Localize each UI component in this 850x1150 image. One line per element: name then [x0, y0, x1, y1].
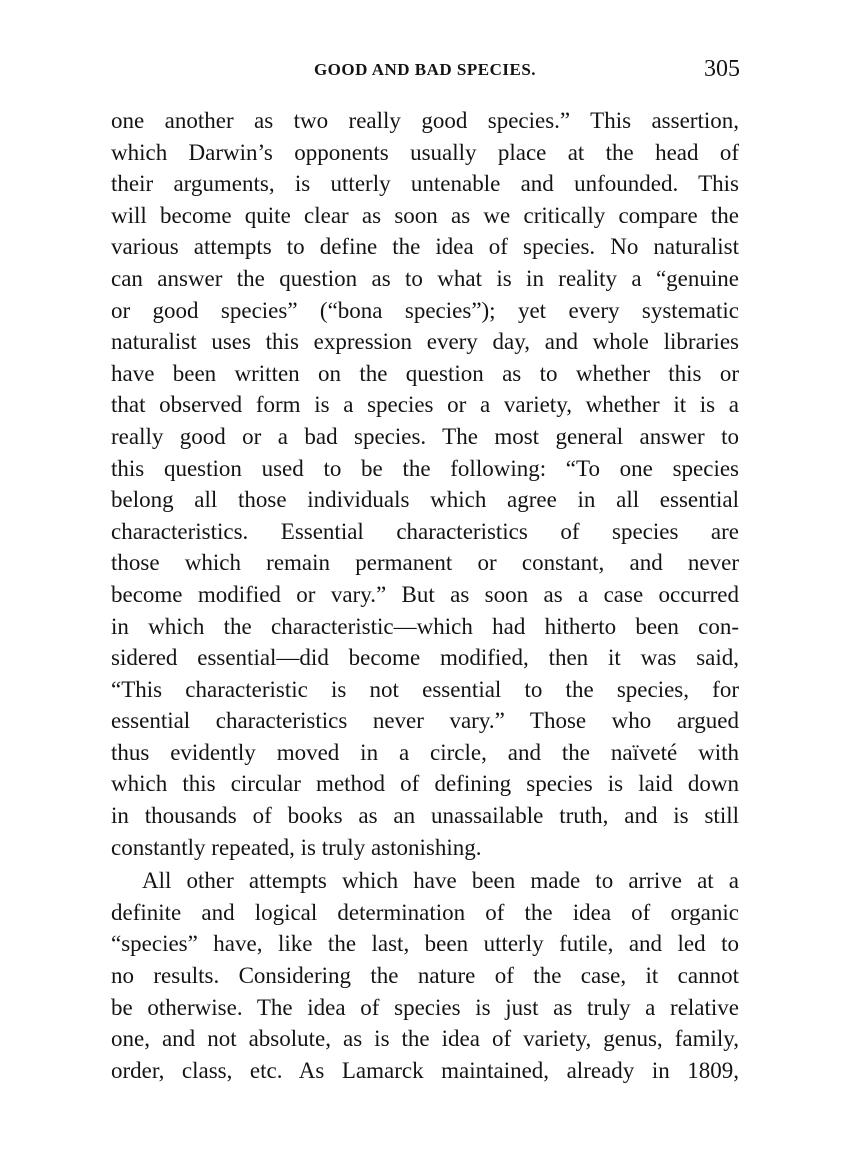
text-line: various attempts to define the idea of species. No naturalist: [111, 234, 739, 260]
text-line: their arguments, is utterly untenable and unfounded. This: [111, 171, 739, 197]
running-head: [110, 56, 740, 90]
text-line: or good species” (“bona species”); yet every systematic: [111, 297, 739, 323]
text-line: really good or a bad species. The most general answer to: [111, 423, 739, 449]
running-title: GOOD AND BAD SPECIES.: [313, 60, 537, 79]
text-line: definite and logical determination of the idea of organic: [111, 899, 739, 925]
text-line: which Darwin’s opponents usually place at the head of: [111, 139, 739, 165]
paragraph-1: [111, 105, 739, 863]
text-line: naturalist uses this expression every day, and whole libraries: [111, 329, 739, 355]
text-line: can answer the question as to what is in reality a “genuine: [111, 265, 739, 291]
text-line: no results. Considering the nature of the case, it cannot: [111, 963, 739, 989]
text-line: constantly repeated, is truly astonishing.: [111, 834, 482, 860]
text-line: that observed form is a species or a variety, whether it is a: [111, 392, 739, 418]
text-line: one, and not absolute, as is the idea of variety, genus, family,: [111, 1026, 739, 1052]
text-line: All other attempts which have been made to arrive at a: [142, 868, 739, 894]
text-line: in which the characteristic—which had hitherto been con-: [111, 613, 739, 639]
text-line: one another as two really good species.” This assertion,: [111, 108, 739, 133]
text-line: belong all those individuals which agree in all essential: [111, 487, 739, 513]
text-line: those which remain permanent or constant, and never: [111, 550, 739, 576]
page-number: 305: [704, 56, 740, 82]
text-line: thus evidently moved in a circle, and the naïveté with: [111, 739, 739, 765]
text-line: order, class, etc. As Lamarck maintained, already in 1809,: [111, 1057, 739, 1083]
text-line: in thousands of books as an unassailable truth, and is still: [111, 803, 739, 829]
text-line: essential characteristics never vary.” Those who argued: [111, 708, 739, 734]
text-line: sidered essential—did become modified, then it was said,: [111, 645, 739, 671]
text-line: this question used to be the following: “To one species: [111, 455, 739, 481]
text-line: characteristics. Essential characteristics of species are: [111, 518, 739, 544]
text-line: will become quite clear as soon as we critically compare the: [111, 202, 739, 228]
text-line: be otherwise. The idea of species is just as truly a relative: [111, 994, 739, 1020]
text-line: which this circular method of defining species is laid down: [111, 771, 739, 797]
paragraph-2: [111, 865, 739, 1086]
body-text: [111, 105, 739, 1086]
text-line: “species” have, like the last, been utterly futile, and led to: [111, 931, 739, 957]
text-line: become modified or vary.” But as soon as a case occurred: [111, 581, 739, 607]
text-line: “This characteristic is not essential to the species, for: [111, 676, 739, 702]
text-line: have been written on the question as to whether this or: [111, 360, 739, 386]
